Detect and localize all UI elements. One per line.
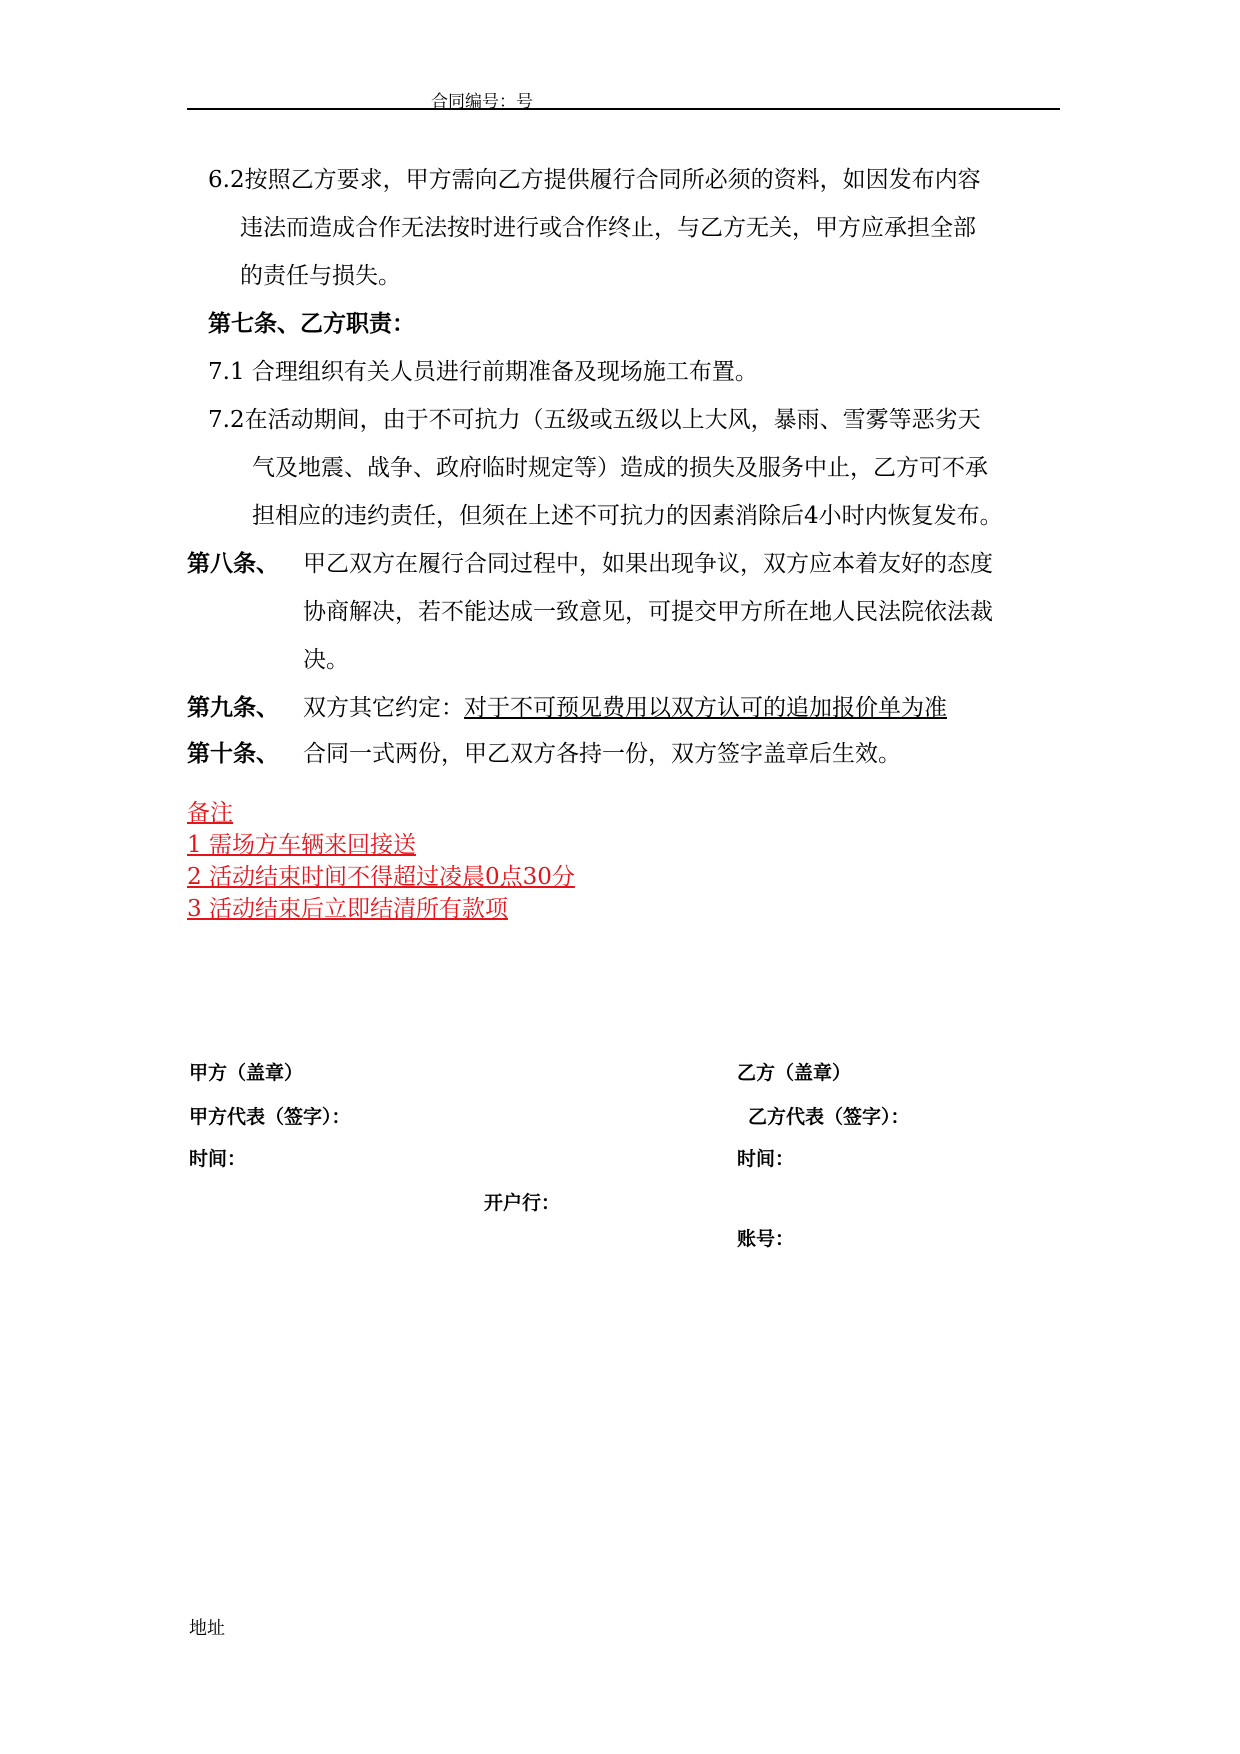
remark-item: 3 活动结束后立即结清所有款项: [187, 896, 508, 922]
article-10-text: 合同一式两份，甲乙双方各持一份，双方签字盖章后生效。: [303, 741, 901, 767]
contract-number-header: 合同编号：号: [431, 92, 533, 112]
remark-item: 2 活动结束时间不得超过凌晨0点30分: [187, 864, 575, 890]
clause-7-2-line-1: 7.2在活动期间，由于不可抗力（五级或五级以上大风，暴雨、雪雾等恶劣天: [208, 407, 981, 433]
clause-7-2-line-3: 担相应的违约责任，但须在上述不可抗力的因素消除后4小时内恢复发布。: [252, 503, 1003, 529]
clause-6-2-line-2: 违法而造成合作无法按时进行或合作终止，与乙方无关，甲方应承担全部: [240, 215, 976, 241]
address-footer: 地址: [189, 1618, 225, 1639]
party-a-representative: 甲方代表（签字）：: [189, 1106, 351, 1128]
clause-6-2-line-1: 6.2按照乙方要求，甲方需向乙方提供履行合同所必须的资料，如因发布内容: [208, 167, 981, 193]
party-a-seal: 甲方（盖章）: [189, 1062, 304, 1084]
article-8-line-2: 协商解决，若不能达成一致意见，可提交甲方所在地人民法院依法裁: [303, 599, 993, 625]
header-divider: [187, 108, 1060, 110]
party-b-time: 时间：: [737, 1148, 795, 1170]
article-10-label: 第十条、: [187, 740, 279, 767]
clause-7-1: 7.1 合理组织有关人员进行前期准备及现场施工布置。: [208, 359, 758, 385]
article-9-underlined-term: 对于不可预见费用以双方认可的追加报价单为准: [464, 695, 947, 721]
article-9-prefix: 双方其它约定：: [303, 695, 464, 721]
remark-item: 1 需场方车辆来回接送: [187, 832, 416, 858]
account-number: 账号：: [737, 1228, 795, 1250]
clause-6-2-line-3: 的责任与损失。: [240, 263, 401, 289]
remarks-title: 备注: [187, 800, 233, 826]
clause-7-2-line-2: 气及地震、战争、政府临时规定等）造成的损失及服务中止，乙方可不承: [252, 455, 988, 481]
party-b-representative: 乙方代表（签字）：: [748, 1106, 910, 1128]
article-7-title: 第七条、乙方职责：: [208, 310, 415, 337]
article-8-line-1: 甲乙双方在履行合同过程中，如果出现争议，双方应本着友好的态度: [303, 551, 993, 577]
article-9-text: [303, 684, 947, 732]
article-9-label: 第九条、: [187, 694, 279, 721]
bank-name: 开户行：: [484, 1192, 561, 1214]
party-b-seal: 乙方（盖章）: [737, 1062, 852, 1084]
article-8-line-3: 决。: [303, 647, 349, 673]
party-a-time: 时间：: [189, 1148, 247, 1170]
article-8-label: 第八条、: [187, 550, 279, 577]
